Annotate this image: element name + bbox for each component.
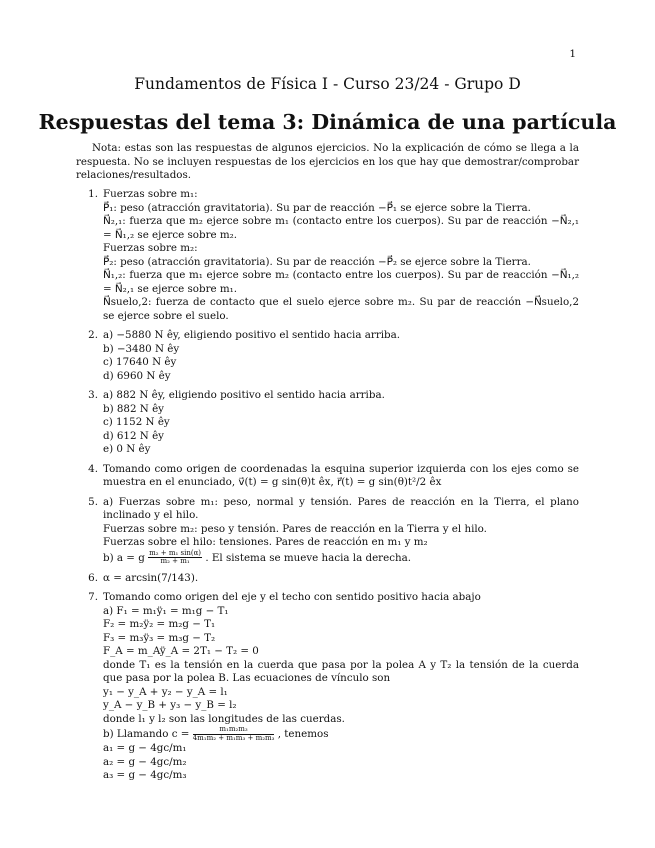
answer-body xyxy=(103,329,579,383)
answer-line: Tomando como origen del eje y el techo con sentido positivo hacia abajo xyxy=(103,591,481,603)
answer-line: c) 1152 N êy xyxy=(103,416,170,428)
answer-line: N⃗₁,₂: fuerza que m₁ ejerce sobre m₂ (contacto entre los cuerpos). Su par de reacción −N⃗₁,₂ = N⃗₂,₁ se ejerce sobre m₁. xyxy=(103,269,579,295)
answer-number: 6. xyxy=(88,571,98,584)
answer-line: b) 882 N êy xyxy=(103,402,165,415)
answer-line: F₃ = m₃ÿ₃ = m₃g − T₂ xyxy=(103,631,216,644)
answer-line: y_A − y_B + y₃ − y_B = l₂ xyxy=(103,699,237,711)
answer-2 xyxy=(76,329,579,383)
answer-line: Fuerzas sobre m₁: xyxy=(103,188,198,200)
fraction-denominator: 4m₁m₂ + m₁m₃ + m₂m₃ xyxy=(192,733,275,742)
answer-number: 7. xyxy=(88,591,98,603)
answer-line: α = arcsin(7/143). xyxy=(103,571,199,584)
answer-3 xyxy=(76,389,579,457)
fraction xyxy=(193,726,275,742)
fraction xyxy=(148,550,202,566)
answer-line: F_A = m_Aÿ_A = 2T₁ − T₂ = 0 xyxy=(103,645,259,657)
note-paragraph: Nota: estas son las respuestas de algunos ejercicios. No la explicación de cómo se llega a la respuesta. No se incluyen respuestas de los ejercicios en los que hay que demostrar/comprobar relaciones/resultados. xyxy=(76,142,579,181)
answer-list xyxy=(76,188,579,789)
c-definition-line xyxy=(103,726,579,742)
formula-suffix: . El sistema se mueve hacia la derecha. xyxy=(205,551,412,564)
course-heading: Fundamentos de Física I - Curso 23/24 - Grupo D xyxy=(134,75,521,93)
answer-line: Fuerzas sobre m₂: peso y tensión. Pares de reacción en la Tierra y el hilo. xyxy=(103,522,487,535)
answer-number: 5. xyxy=(88,495,98,508)
page-title: Respuestas del tema 3: Dinámica de una partícula xyxy=(38,110,617,134)
answer-line: Fuerzas sobre el hilo: tensiones. Pares de reacción en m₁ y m₂ xyxy=(103,536,428,548)
answer-line: F₂ = m₂ÿ₂ = m₂g − T₁ xyxy=(103,618,216,630)
answer-line: donde l₁ y l₂ son las longitudes de las cuerdas. xyxy=(103,712,345,725)
answer-line: donde T₁ es la tensión en la cuerda que pasa por la polea A y T₂ la tensión de la cuerda que pasa por la polea B. Las ecuaciones de vínculo son xyxy=(103,658,579,684)
answer-number: 1. xyxy=(88,188,98,200)
answer-body xyxy=(103,591,579,783)
answer-number: 2. xyxy=(88,329,98,341)
fraction-numerator: m₁m₂m₃ xyxy=(193,726,275,735)
answer-line: Tomando como origen de coordenadas la esquina superior izquierda con los ejes como se muestra en el enunciado, v⃗(t) = g sin(θ)t êx, r⃗(t) = g sin(θ)t²/2 êx xyxy=(103,462,579,488)
answer-7 xyxy=(76,591,579,783)
answer-line: N⃗₂,₁: fuerza que m₂ ejerce sobre m₁ (contacto entre los cuerpos). Su par de reacción −N⃗₂,₁ = N⃗₁,₂ se ejerce sobre m₂. xyxy=(103,215,579,241)
answer-line: a) −5880 N êy, eligiendo positivo el sentido hacia arriba. xyxy=(103,329,401,341)
answer-line: c) 17640 N êy xyxy=(103,356,177,368)
answer-5 xyxy=(76,496,579,566)
answer-line: a₃ = g − 4gc/m₃ xyxy=(103,769,187,781)
answer-body xyxy=(103,463,579,490)
answer-line: b) −3480 N êy xyxy=(103,342,180,355)
answer-1 xyxy=(76,188,579,323)
answer-line: d) 6960 N êy xyxy=(103,369,171,382)
formula-prefix: b) Llamando c = xyxy=(103,728,193,740)
answer-line: a) Fuerzas sobre m₁: peso, normal y tensión. Pares de reacción en la Tierra, el plano inclinado y el hilo. xyxy=(103,495,579,521)
answer-body xyxy=(103,389,579,457)
answer-line: P⃗₁: peso (atracción gravitatoria). Su par de reacción −P⃗₁ se ejerce sobre la Tierra. xyxy=(103,201,531,214)
answer-4 xyxy=(76,463,579,490)
formula-suffix: , tenemos xyxy=(277,728,329,740)
answer-line: P⃗₂: peso (atracción gravitatoria). Su par de reacción −P⃗₂ se ejerce sobre la Tierra. xyxy=(103,255,531,268)
fraction-denominator: m₂ + m₁ xyxy=(160,557,190,565)
answer-line: a₁ = g − 4gc/m₁ xyxy=(103,742,187,754)
fraction-numerator: m₂ + m₁ sin(α) xyxy=(149,548,202,557)
page-number: 1 xyxy=(569,48,576,60)
answer-line: a) F₁ = m₁ÿ₁ = m₁g − T₁ xyxy=(103,604,229,617)
answer-line: N⃗suelo,2: fuerza de contacto que el suelo ejerce sobre m₂. Su par de reacción −N⃗suelo,2 se ejerce sobre el suelo. xyxy=(103,296,579,322)
answer-body xyxy=(103,496,579,566)
answer-line: d) 612 N êy xyxy=(103,429,165,442)
answer-6 xyxy=(76,572,579,586)
answer-line: Fuerzas sobre m₂: xyxy=(103,242,198,254)
answer-line: a) 882 N êy, eligiendo positivo el sentido hacia arriba. xyxy=(103,389,385,401)
answer-body xyxy=(103,188,579,323)
answer-body xyxy=(103,572,579,586)
answer-number: 3. xyxy=(88,389,98,401)
formula-prefix: b) a = g xyxy=(103,551,145,564)
answer-line: e) 0 N êy xyxy=(103,443,151,455)
answer-number: 4. xyxy=(88,462,98,475)
acceleration-line xyxy=(103,550,579,566)
answer-line: a₂ = g − 4gc/m₂ xyxy=(103,755,187,768)
answer-line: y₁ − y_A + y₂ − y_A = l₁ xyxy=(103,685,228,698)
